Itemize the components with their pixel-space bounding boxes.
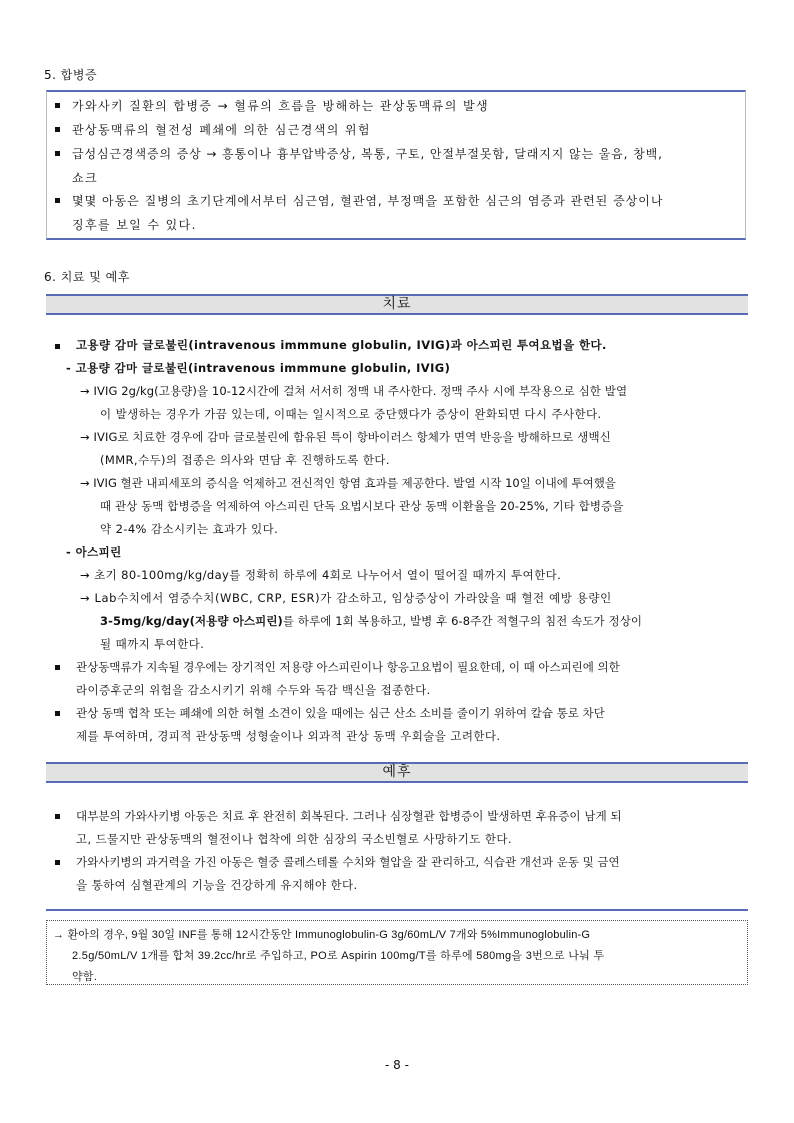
treatment-line-aneurysm-cont: 라이증후군의 위험을 감소시키기 위해 수두와 독감 백신을 접종한다. (76, 683, 431, 697)
low-dose-aspirin: 3-5mg/kg/day(저용량 아스피린) (100, 614, 283, 628)
ivig-line-1: → IVIG 2g/kg(고용량)을 10-12시간에 걸쳐 서서히 정맥 내 주사한다. 정맥 주사 시에 부작용으로 심한 발열 (80, 384, 628, 398)
bullet-icon (55, 127, 60, 132)
complication-line-2: 관상동맥류의 혈전성 폐쇄에 의한 심근경색의 위험 (72, 123, 371, 137)
aspirin-line-1: → 초기 80-100mg/kg/day를 정확히 하루에 4회로 나누어서 열이 떨어질 때까지 투여한다. (80, 568, 562, 582)
patient-note-line-3: 약함. (72, 971, 98, 983)
section-title-treatment: 6. 치료 및 예후 (44, 270, 130, 284)
treatment-line-aneurysm: 관상동맥류가 지속될 경우에는 장기적인 저용량 아스피린이나 항응고요법이 필요한데, 이 때 아스피린에 의한 (76, 660, 620, 674)
prognosis-header: 예후 (46, 762, 748, 783)
page-number: - 8 - (385, 1058, 409, 1072)
patient-note-line-1: → 환아의 경우, 9월 30일 INF를 통해 12시간동안 Immunoglobulin-G 3g/60mL/V 7개와 5%Immunoglobulin-G (53, 929, 591, 941)
bullet-icon (55, 711, 60, 716)
prognosis-line-1: 대부분의 가와사키병 아동은 치료 후 완전히 회복된다. 그러나 심장혈관 합병증이 발생하면 후유증이 남게 되 (76, 809, 622, 823)
treatment-line-ischemia: 관상 동맥 협착 또는 폐쇄에 의한 허혈 소견이 있을 때에는 심근 산소 소비를 줄이기 위하여 칼슘 통로 차단 (76, 706, 605, 720)
ivig-line-1-cont: 이 발생하는 경우가 가끔 있는데, 이때는 일시적으로 중단했다가 증상이 완화되면 다시 주사한다. (100, 407, 602, 421)
bullet-icon (55, 814, 60, 819)
aspirin-line-2-rest: 를 하루에 1회 복용하고, 발병 후 6-8주간 적혈구의 침전 속도가 정상이 (282, 614, 643, 628)
ivig-line-2: → IVIG로 치료한 경우에 감마 글로불린에 함유된 특이 항바이러스 항체가 면역 반응을 방해하므로 생백신 (80, 430, 611, 444)
ivig-line-3-cont-1: 때 관상 동맥 합병증을 억제하여 아스피린 단독 요법시보다 관상 동맥 이환율을 20-25%, 기타 합병증을 (100, 499, 624, 513)
ivig-subheading: - 고용량 감마 글로불린(intravenous immmune globulin, IVIG) (66, 361, 451, 375)
ivig-line-2-cont: (MMR,수두)의 접종은 의사와 면담 후 진행하도록 한다. (100, 453, 390, 467)
complication-line-3: 급성심근경색증의 증상 → 흥통이나 흉부압박증상, 복통, 구토, 안절부절못함, 달래지지 않는 울음, 창백, (72, 147, 663, 161)
section-title-complications: 5. 합병증 (44, 68, 98, 82)
prognosis-divider (46, 909, 748, 911)
aspirin-subheading: - 아스피린 (66, 545, 122, 559)
aspirin-line-2: → Lab수치에서 염증수치(WBC, CRP, ESR)가 감소하고, 임상증상이 가라앉을 때 혈전 예방 용량인 (80, 591, 612, 605)
treatment-line-1: 고용량 감마 글로불린(intravenous immmune globulin, IVIG)과 아스피린 투여요법을 한다. (76, 338, 607, 352)
prognosis-line-2: 가와사키병의 과거력을 가진 아동은 혈중 콜레스테롤 수치와 혈압을 잘 관리하고, 식습관 개선과 운동 및 금연 (76, 855, 620, 869)
complication-line-3-cont: 쇼크 (72, 171, 98, 185)
complication-line-1: 가와사키 질환의 합병증 → 혈류의 흐름을 방해하는 관상동맥류의 발생 (72, 99, 489, 113)
prognosis-line-1-cont: 고, 드물지만 관상동맥의 혈전이나 협착에 의한 심장의 국소빈혈로 사망하기도 한다. (76, 832, 512, 846)
bullet-icon (55, 151, 60, 156)
bullet-icon (55, 860, 60, 865)
complication-line-4: 몇몇 아동은 질병의 초기단계에서부터 심근염, 혈관염, 부정맥을 포함한 심근의 염증과 관련된 증상이나 (72, 194, 664, 208)
ivig-line-3: → IVIG 혈관 내피세포의 증식을 억제하고 전신적인 항염 효과를 제공한다. 발열 시작 10일 이내에 투여했을 (80, 476, 616, 490)
aspirin-line-2-end: 될 때까지 투여한다. (100, 637, 205, 651)
bullet-icon (55, 665, 60, 670)
bullet-icon (55, 344, 60, 349)
complication-line-4-cont: 징후를 보일 수 있다. (72, 218, 197, 232)
treatment-header: 치료 (46, 294, 748, 315)
aspirin-line-2-cont (100, 613, 642, 629)
patient-note-line-2: 2.5g/50mL/V 1개를 합쳐 39.2cc/hr로 주입하고, PO로 Aspirin 100mg/T를 하루에 580mg을 3번으로 나눠 투 (72, 950, 605, 962)
treatment-line-ischemia-cont: 제를 투여하며, 경피적 관상동맥 성형술이나 외과적 관상 동맥 우회술을 고려한다. (76, 729, 501, 743)
bullet-icon (55, 103, 60, 108)
bullet-icon (55, 198, 60, 203)
prognosis-line-2-cont: 을 통하여 심혈관계의 기능을 건강하게 유지해야 한다. (76, 878, 358, 892)
ivig-line-3-cont-2: 약 2-4% 감소시키는 효과가 있다. (100, 522, 279, 536)
